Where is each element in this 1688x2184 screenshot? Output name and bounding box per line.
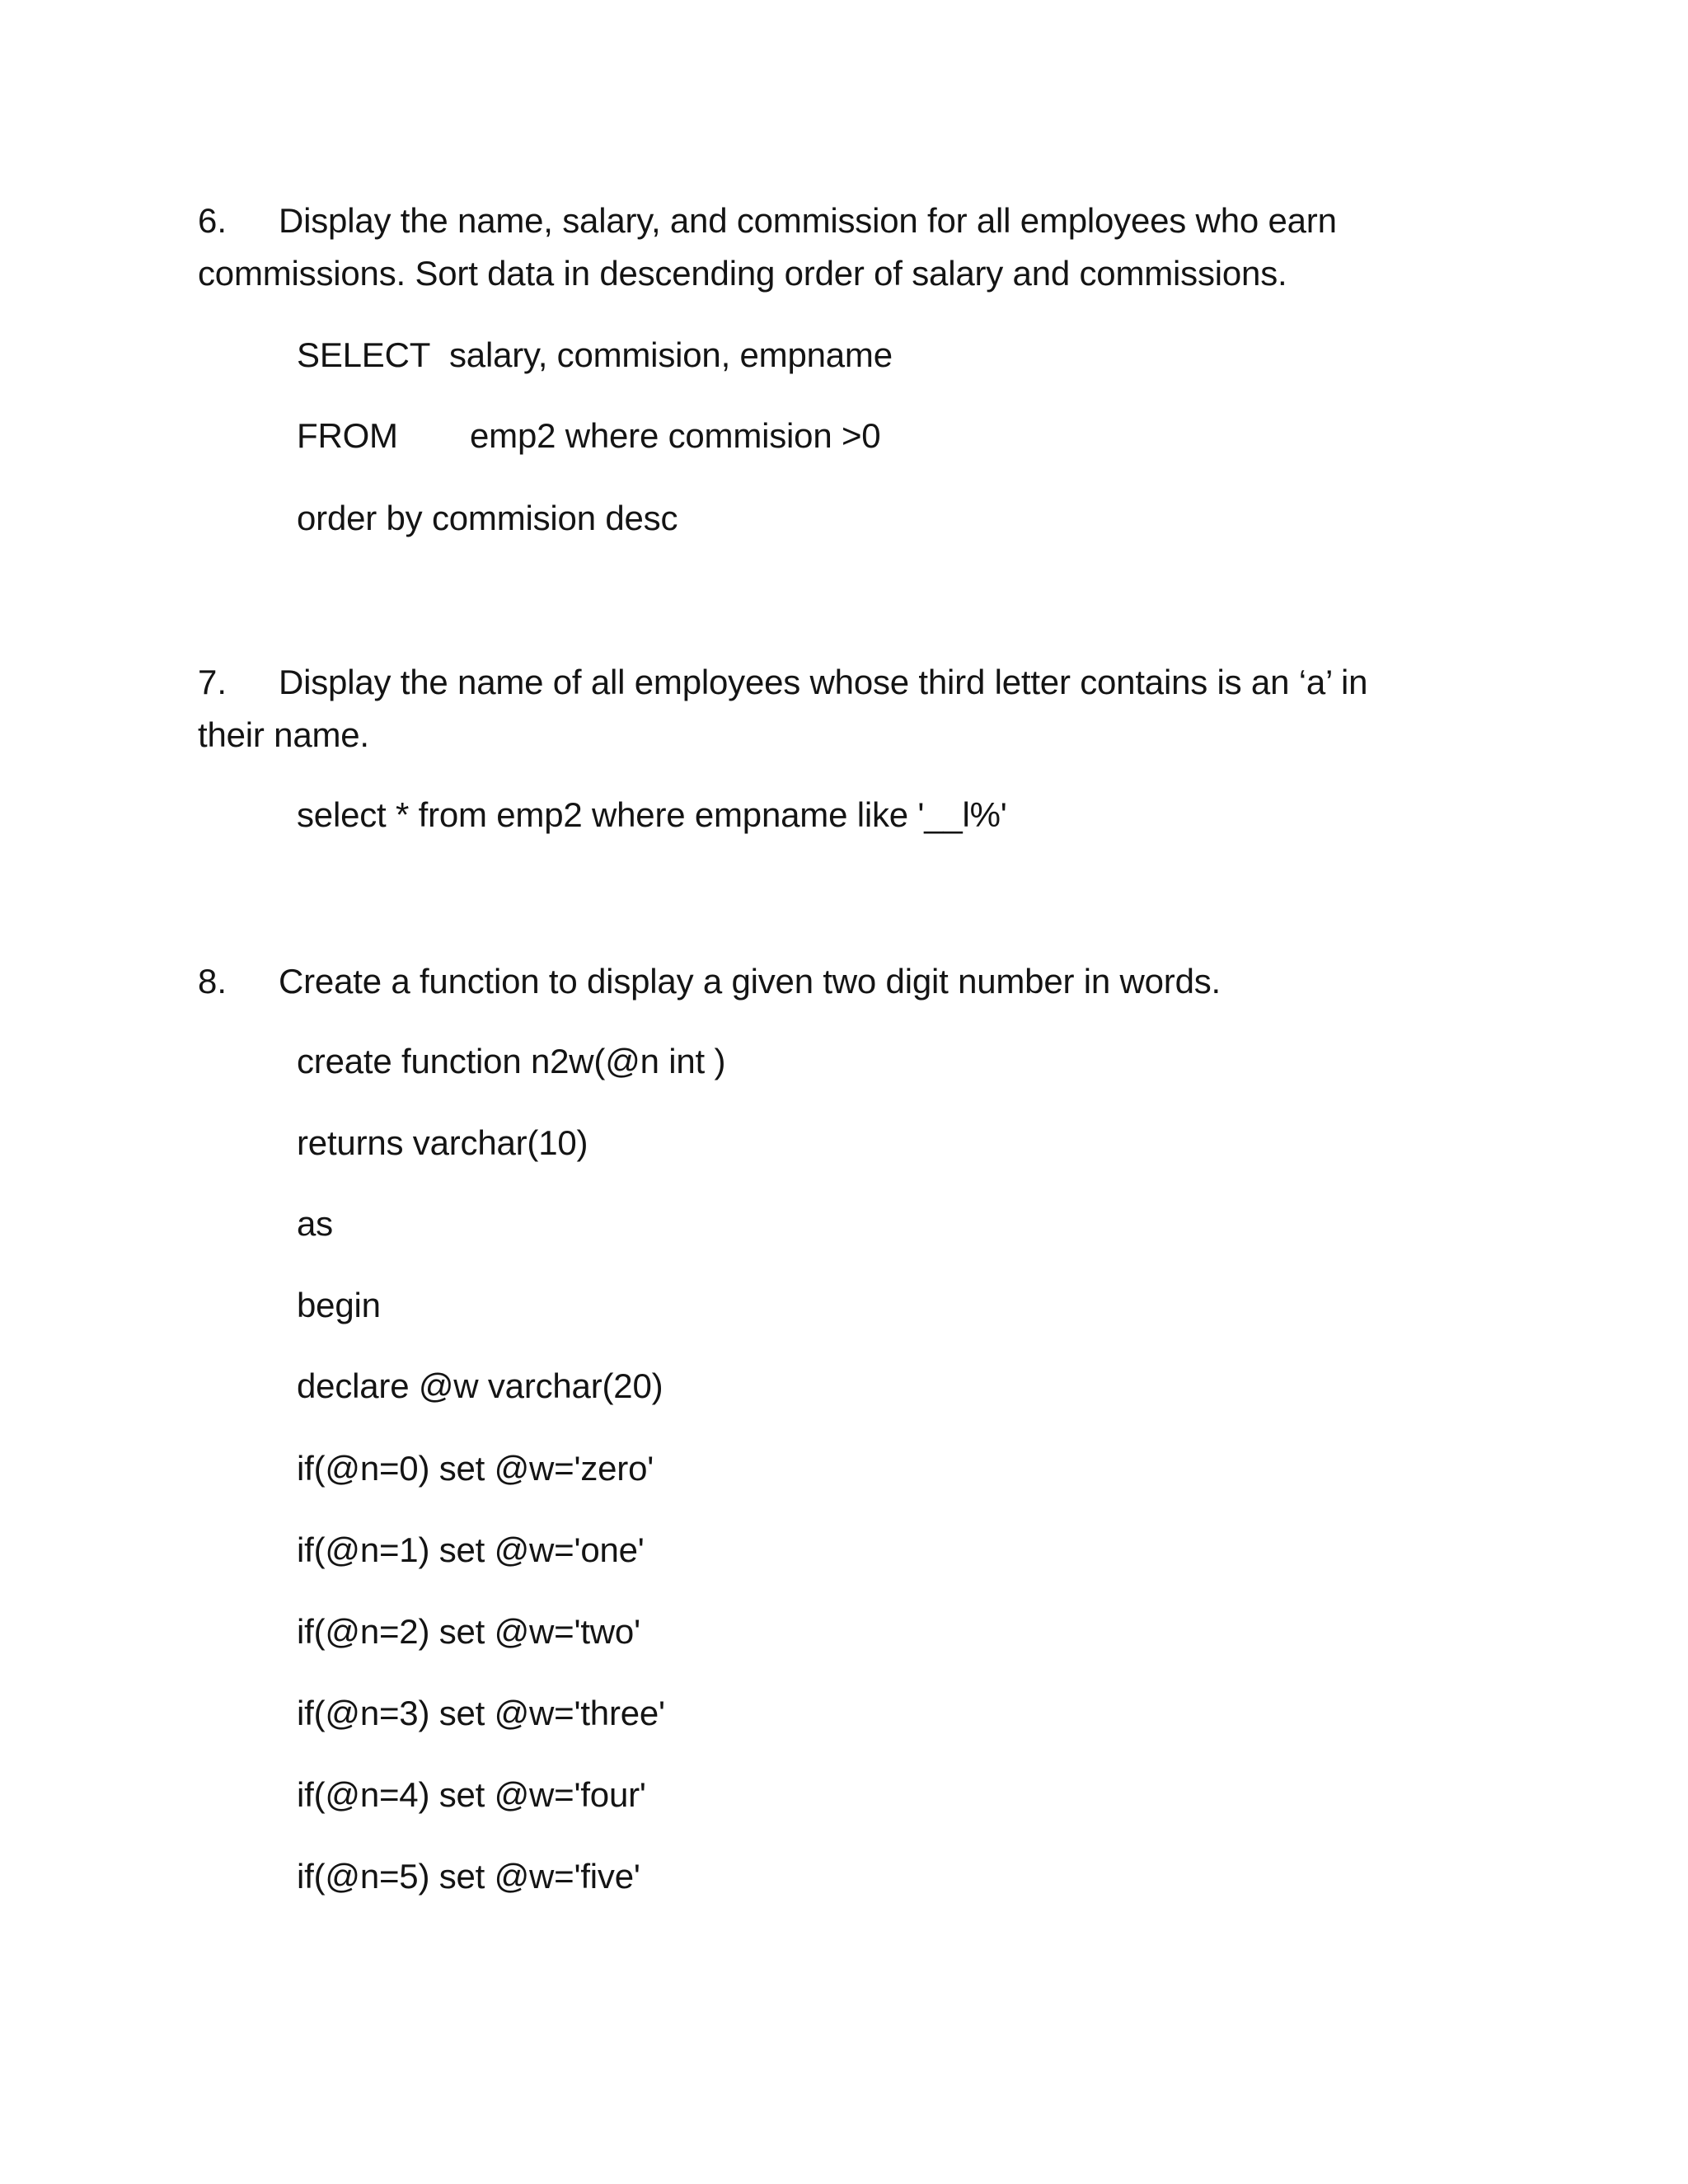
question-6-number: 6.: [198, 201, 227, 240]
question-7-number: 7.: [198, 663, 227, 701]
question-8-code-line: if(@n=3) set @w='three': [297, 1694, 665, 1732]
question-8-code-line: if(@n=2) set @w='two': [297, 1612, 640, 1651]
question-6-code-from: [297, 415, 880, 457]
sql-keyword-from: FROM: [297, 416, 398, 455]
question-8-code-line: if(@n=5) set @w='five': [297, 1857, 640, 1896]
question-8-code-line: if(@n=0) set @w='zero': [297, 1449, 654, 1488]
question-8-number: 8.: [198, 962, 227, 1001]
question-7-code-line1: select * from emp2 where empname like '__l%': [297, 795, 1007, 834]
sql-keyword-select: SELECT: [297, 335, 431, 374]
question-8-code-line: declare @w varchar(20): [297, 1366, 663, 1405]
question-7-text-line1: Display the name of all employees whose third letter contains is an ‘a’ in: [279, 663, 1368, 701]
question-8-code-line: if(@n=4) set @w='four': [297, 1775, 646, 1814]
question-6-code-order: order by commision desc: [297, 499, 678, 537]
question-8-code-line: create function n2w(@n int ): [297, 1042, 726, 1080]
question-8-code-line: returns varchar(10): [297, 1123, 588, 1162]
question-8-text-line1: Create a function to display a given two digit number in words.: [279, 962, 1221, 1001]
question-8-code-line: begin: [297, 1286, 381, 1324]
question-7-text-line2: their name.: [198, 715, 369, 754]
sql-select-columns: salary, commision, empname: [449, 335, 893, 374]
question-6-text-line2: commissions. Sort data in descending order of salary and commissions.: [198, 254, 1287, 293]
question-8-code-line: if(@n=1) set @w='one': [297, 1530, 645, 1569]
sql-from-clause: emp2 where commision >0: [470, 416, 881, 455]
question-8-code-line: as: [297, 1204, 333, 1243]
question-6-code-select: [297, 334, 893, 377]
question-6-text-line1: Display the name, salary, and commission for all employees who earn: [279, 201, 1337, 240]
